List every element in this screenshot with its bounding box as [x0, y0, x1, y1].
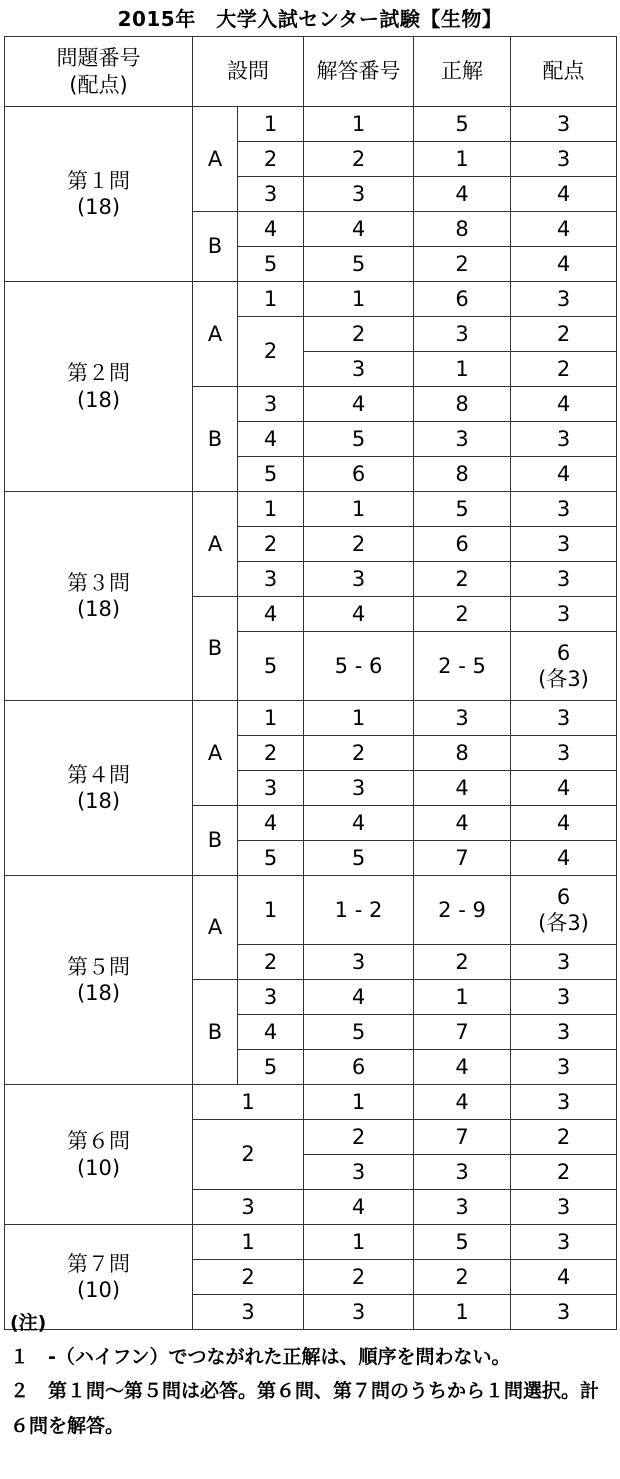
correct-cell: 2 - 5	[414, 632, 511, 701]
problem-cell	[5, 1085, 193, 1225]
points-cell: 4	[511, 806, 617, 841]
question-cell: 2	[193, 1260, 304, 1295]
question-cell: 5	[238, 632, 304, 701]
question-cell: 5	[238, 457, 304, 492]
table-row	[5, 492, 617, 527]
points-value: 6	[556, 884, 571, 909]
answer-number-cell: 4	[304, 597, 414, 632]
answer-number-cell: 3	[304, 1295, 414, 1330]
table-row	[5, 1225, 617, 1260]
section-cell: A	[193, 492, 238, 597]
answer-number-cell: 1 - 2	[304, 876, 414, 945]
question-cell: 1	[238, 492, 304, 527]
points-cell	[511, 876, 617, 945]
note-1: １ -（ハイフン）でつながれた正解は、順序を問わない。	[10, 1346, 511, 1369]
correct-cell: 1	[414, 142, 511, 177]
points-cell: 4	[511, 457, 617, 492]
correct-cell: 3	[414, 701, 511, 736]
section-cell: A	[193, 282, 238, 387]
question-cell: 2	[238, 142, 304, 177]
points-cell: 3	[511, 492, 617, 527]
answer-number-cell: 4	[304, 212, 414, 247]
correct-cell: 3	[414, 422, 511, 457]
answer-number-cell: 6	[304, 1050, 414, 1085]
answer-number-cell: 1	[304, 492, 414, 527]
table-row	[5, 701, 617, 736]
correct-cell: 4	[414, 771, 511, 806]
answer-number-cell: 2	[304, 1260, 414, 1295]
notes	[10, 1306, 610, 1443]
points-cell: 3	[511, 597, 617, 632]
correct-cell: 8	[414, 212, 511, 247]
points-cell: 4	[511, 247, 617, 282]
note-2: ２ 第１問～第５問は必答。第６問、第７問のうちから１問選択。計６問を解答。	[10, 1380, 600, 1437]
correct-cell: 4	[414, 1085, 511, 1120]
answer-number-cell: 3	[304, 562, 414, 597]
points-cell: 3	[511, 1190, 617, 1225]
problem-cell	[5, 876, 193, 1085]
answer-number-cell: 1	[304, 282, 414, 317]
correct-cell: 7	[414, 841, 511, 876]
notes-heading: (注)	[10, 1312, 47, 1334]
points-cell: 3	[511, 422, 617, 457]
header-question: 設問	[193, 37, 304, 107]
answer-number-cell: 5 - 6	[304, 632, 414, 701]
section-cell: B	[193, 806, 238, 876]
correct-cell: 1	[414, 1295, 511, 1330]
question-cell: 1	[193, 1225, 304, 1260]
answer-number-cell: 5	[304, 841, 414, 876]
answer-number-cell: 1	[304, 1085, 414, 1120]
points-cell: 2	[511, 317, 617, 352]
problem-points: (18)	[76, 597, 121, 621]
problem-name: 第５問	[67, 954, 130, 979]
correct-cell: 2	[414, 247, 511, 282]
problem-points: (10)	[76, 1278, 121, 1302]
points-cell: 3	[511, 282, 617, 317]
header-problem-line2: (配点)	[69, 72, 128, 97]
correct-cell: 2	[414, 562, 511, 597]
table-header-row	[5, 37, 617, 107]
problem-cell	[5, 282, 193, 492]
table-row	[5, 282, 617, 317]
correct-cell: 8	[414, 736, 511, 771]
answer-number-cell: 6	[304, 457, 414, 492]
problem-name: 第２問	[67, 361, 130, 386]
correct-cell: 3	[414, 317, 511, 352]
answer-number-cell: 4	[304, 806, 414, 841]
correct-cell: 1	[414, 980, 511, 1015]
points-cell: 4	[511, 771, 617, 806]
section-cell: A	[193, 701, 238, 806]
points-cell: 3	[511, 736, 617, 771]
question-cell: 4	[238, 597, 304, 632]
question-cell: 2	[238, 317, 304, 387]
question-cell: 3	[238, 771, 304, 806]
problem-points: (18)	[76, 387, 121, 412]
question-cell: 5	[238, 1050, 304, 1085]
points-cell: 3	[511, 527, 617, 562]
question-cell: 2	[193, 1120, 304, 1190]
correct-cell: 5	[414, 107, 511, 142]
correct-cell: 2 - 9	[414, 876, 511, 945]
problem-cell	[5, 492, 193, 701]
question-cell: 4	[238, 1015, 304, 1050]
points-cell: 2	[511, 352, 617, 387]
answer-table	[4, 36, 617, 1330]
correct-cell: 2	[414, 945, 511, 980]
answer-number-cell: 2	[304, 1120, 414, 1155]
points-cell: 3	[511, 1085, 617, 1120]
correct-cell: 7	[414, 1015, 511, 1050]
points-each: (各3)	[538, 667, 589, 691]
answer-number-cell: 2	[304, 317, 414, 352]
points-cell: 3	[511, 945, 617, 980]
answer-number-cell: 1	[304, 1225, 414, 1260]
correct-cell: 5	[414, 1225, 511, 1260]
question-cell: 2	[238, 736, 304, 771]
header-problem-line1: 問題番号	[56, 46, 141, 71]
question-cell: 4	[238, 806, 304, 841]
points-cell: 2	[511, 1155, 617, 1190]
problem-name: 第１問	[67, 168, 130, 193]
correct-cell: 6	[414, 527, 511, 562]
problem-points: (18)	[76, 789, 121, 813]
points-cell: 3	[511, 1050, 617, 1085]
points-cell: 3	[511, 980, 617, 1015]
section-cell: B	[193, 212, 238, 282]
answer-number-cell: 1	[304, 701, 414, 736]
points-cell: 2	[511, 1120, 617, 1155]
question-cell: 3	[238, 177, 304, 212]
answer-number-cell: 2	[304, 527, 414, 562]
correct-cell: 6	[414, 282, 511, 317]
question-cell: 3	[238, 387, 304, 422]
problem-cell	[5, 701, 193, 876]
problem-name: 第６問	[67, 1129, 130, 1154]
answer-number-cell: 4	[304, 1190, 414, 1225]
points-value: 6	[556, 640, 571, 665]
question-cell: 2	[238, 527, 304, 562]
answer-number-cell: 3	[304, 177, 414, 212]
points-cell: 3	[511, 142, 617, 177]
answer-number-cell: 1	[304, 107, 414, 142]
answer-number-cell: 3	[304, 771, 414, 806]
section-cell: B	[193, 387, 238, 492]
correct-cell: 4	[414, 1050, 511, 1085]
question-cell: 1	[238, 107, 304, 142]
answer-number-cell: 3	[304, 1155, 414, 1190]
header-correct: 正解	[414, 37, 511, 107]
section-cell: B	[193, 597, 238, 701]
correct-cell: 2	[414, 1260, 511, 1295]
correct-cell: 3	[414, 1155, 511, 1190]
correct-cell: 8	[414, 457, 511, 492]
section-cell: A	[193, 107, 238, 212]
answer-number-cell: 3	[304, 352, 414, 387]
points-cell: 4	[511, 177, 617, 212]
question-cell: 3	[238, 562, 304, 597]
question-cell: 3	[238, 980, 304, 1015]
points-each: (各3)	[538, 911, 589, 935]
header-answer-number: 解答番号	[304, 37, 414, 107]
answer-number-cell: 3	[304, 945, 414, 980]
question-cell: 3	[193, 1190, 304, 1225]
answer-number-cell: 5	[304, 422, 414, 457]
question-cell: 1	[238, 282, 304, 317]
correct-cell: 4	[414, 177, 511, 212]
question-cell: 1	[193, 1085, 304, 1120]
question-cell: 1	[238, 876, 304, 945]
points-cell: 4	[511, 1260, 617, 1295]
question-cell: 4	[238, 212, 304, 247]
points-cell: 3	[511, 1295, 617, 1330]
problem-points: (18)	[76, 195, 121, 219]
points-cell: 3	[511, 1225, 617, 1260]
points-cell	[511, 632, 617, 701]
correct-cell: 1	[414, 352, 511, 387]
section-cell: B	[193, 980, 238, 1085]
points-cell: 4	[511, 212, 617, 247]
answer-number-cell: 2	[304, 736, 414, 771]
table-row	[5, 876, 617, 945]
points-cell: 3	[511, 562, 617, 597]
problem-name: 第４問	[67, 762, 130, 787]
correct-cell: 5	[414, 492, 511, 527]
points-cell: 3	[511, 701, 617, 736]
header-problem-number	[5, 37, 193, 107]
header-points: 配点	[511, 37, 617, 107]
question-cell: 2	[238, 945, 304, 980]
problem-cell	[5, 107, 193, 282]
correct-cell: 7	[414, 1120, 511, 1155]
correct-cell: 4	[414, 806, 511, 841]
question-cell: 5	[238, 247, 304, 282]
points-cell: 3	[511, 1015, 617, 1050]
question-cell: 3	[193, 1295, 304, 1330]
problem-points: (10)	[76, 1155, 121, 1180]
correct-cell: 3	[414, 1190, 511, 1225]
answer-number-cell: 2	[304, 142, 414, 177]
question-cell: 5	[238, 841, 304, 876]
problem-name: 第３問	[67, 570, 130, 595]
points-cell: 3	[511, 107, 617, 142]
answer-number-cell: 4	[304, 387, 414, 422]
answer-number-cell: 4	[304, 980, 414, 1015]
table-row	[5, 107, 617, 142]
question-cell: 1	[238, 701, 304, 736]
answer-number-cell: 5	[304, 247, 414, 282]
answer-number-cell: 5	[304, 1015, 414, 1050]
correct-cell: 8	[414, 387, 511, 422]
correct-cell: 2	[414, 597, 511, 632]
points-cell: 4	[511, 387, 617, 422]
question-cell: 4	[238, 422, 304, 457]
table-row	[5, 1085, 617, 1120]
page-title: 2015年 大学入試センター試験【生物】	[117, 7, 503, 31]
points-cell: 4	[511, 841, 617, 876]
section-cell: A	[193, 876, 238, 980]
problem-points: (18)	[76, 981, 121, 1005]
problem-name: 第７問	[67, 1251, 130, 1276]
